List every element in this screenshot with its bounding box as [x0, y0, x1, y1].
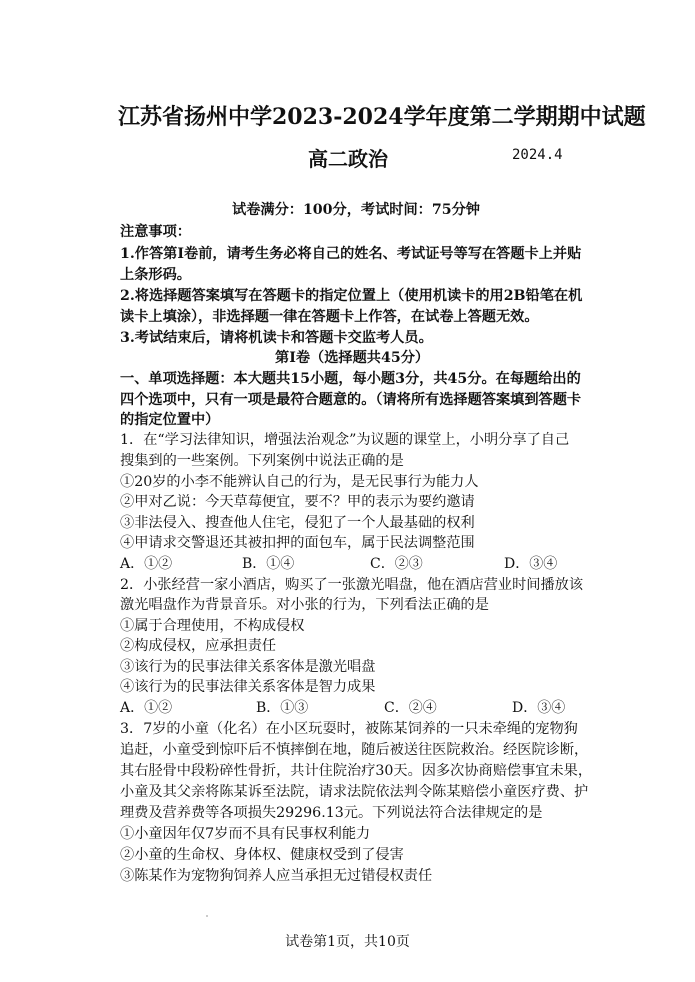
- question-2-stem: 激光唱盘作为背景音乐。对小张的行为，下列看法正确的是: [120, 597, 489, 613]
- question-3-statement: ①小童因年仅7岁而不具有民事权利能力: [120, 826, 371, 842]
- option-b[interactable]: B．①④: [242, 556, 295, 572]
- question-2-statement: ③该行为的民事法律关系客体是激光唱盘: [120, 659, 376, 675]
- question-1-statement: ②甲对乙说：今天草莓便宜，要不？甲的表示为要约邀请: [120, 494, 475, 510]
- note-line: 1.作答第Ⅰ卷前，请考生务必将自己的姓名、考试证号等写在答题卡上并贴: [120, 246, 582, 262]
- note-line: 3.考试结束后，请将机读卡和答题卡交监考人员。: [120, 330, 433, 346]
- question-3-statement: ③陈某作为宠物狗饲养人应当承担无过错侵权责任: [120, 868, 433, 884]
- question-1-stem: 1．在“学习法律知识，增强法治观念”为议题的课堂上，小明分享了自己: [120, 432, 570, 448]
- section-title: 第Ⅰ卷（选择题共45分）: [275, 350, 430, 366]
- question-3-stem: 其右胫骨中段粉碎性骨折，共计住院治疗30天。因多次协商赔偿事宜未果，: [120, 763, 593, 779]
- exam-date: 2024.4: [512, 147, 563, 163]
- note-line: 上条形码。: [120, 267, 191, 283]
- exam-info: 试卷满分：100分，考试时间：75分钟: [232, 202, 480, 218]
- section-intro-line: 的指定位置中）: [120, 412, 220, 428]
- question-3-stem: 小童及其父亲将陈某诉至法院，请求法院依法判令陈某赔偿小童医疗费、护: [120, 784, 589, 800]
- question-3-stem: 3．7岁的小童（化名）在小区玩耍时，被陈某饲养的一只未牵绳的宠物狗: [120, 721, 578, 737]
- option-c[interactable]: C．②③: [370, 556, 423, 572]
- question-2-statement: ④该行为的民事法律关系客体是智力成果: [120, 679, 376, 695]
- exam-title: 江苏省扬州中学2023-2024学年度第二学期期中试题: [118, 104, 646, 130]
- question-1-statement: ①20岁的小李不能辨认自己的行为，是无民事行为能力人: [120, 474, 479, 490]
- option-c[interactable]: C．②④: [384, 700, 437, 716]
- question-1-statement: ③非法侵入、搜查他人住宅，侵犯了一个人最基础的权利: [120, 515, 475, 531]
- question-2-stem: 2．小张经营一家小酒店，购买了一张激光唱盘，他在酒店营业时间播放该: [120, 577, 584, 593]
- question-3-stem: 追赶，小童受到惊吓后不慎摔倒在地，随后被送往医院救治。经医院诊断，: [120, 742, 589, 758]
- question-2-statement: ②构成侵权，应承担责任: [120, 638, 277, 654]
- question-2-statement: ①属于合理使用，不构成侵权: [120, 618, 305, 634]
- option-d[interactable]: D．③④: [512, 700, 566, 716]
- section-intro-line: 四个选项中，只有一项是最符合题意的。（请将所有选择题答案填到答题卡: [120, 392, 582, 408]
- scan-speck: [206, 915, 208, 917]
- note-line: 2.将选择题答案填写在答题卡的指定位置上（使用机读卡的用2B铅笔在机: [120, 288, 583, 304]
- section-intro-line: 一、单项选择题：本大题共15小题，每小题3分，共45分。在每题给出的: [120, 371, 581, 387]
- question-1-stem: 搜集到的一些案例。下列案例中说法正确的是: [120, 453, 404, 469]
- option-d[interactable]: D．③④: [504, 556, 558, 572]
- question-3-stem: 理费及营养费等各项损失29296.13元。下列说法符合法律规定的是: [120, 805, 543, 821]
- option-a[interactable]: A．①②: [120, 700, 173, 716]
- subject-title: 高二政治: [308, 147, 388, 171]
- option-a[interactable]: A．①②: [120, 556, 173, 572]
- notes-heading: 注意事项：: [120, 224, 191, 240]
- question-3-statement: ②小童的生命权、身体权、健康权受到了侵害: [120, 847, 404, 863]
- page-footer: 试卷第1页，共10页: [285, 934, 410, 950]
- option-b[interactable]: B．①③: [256, 700, 309, 716]
- note-line: 读卡上填涂），非选择题一律在答题卡上作答，在试卷上答题无效。: [120, 309, 539, 325]
- question-1-statement: ④甲请求交警退还其被扣押的面包车，属于民法调整范围: [120, 535, 475, 551]
